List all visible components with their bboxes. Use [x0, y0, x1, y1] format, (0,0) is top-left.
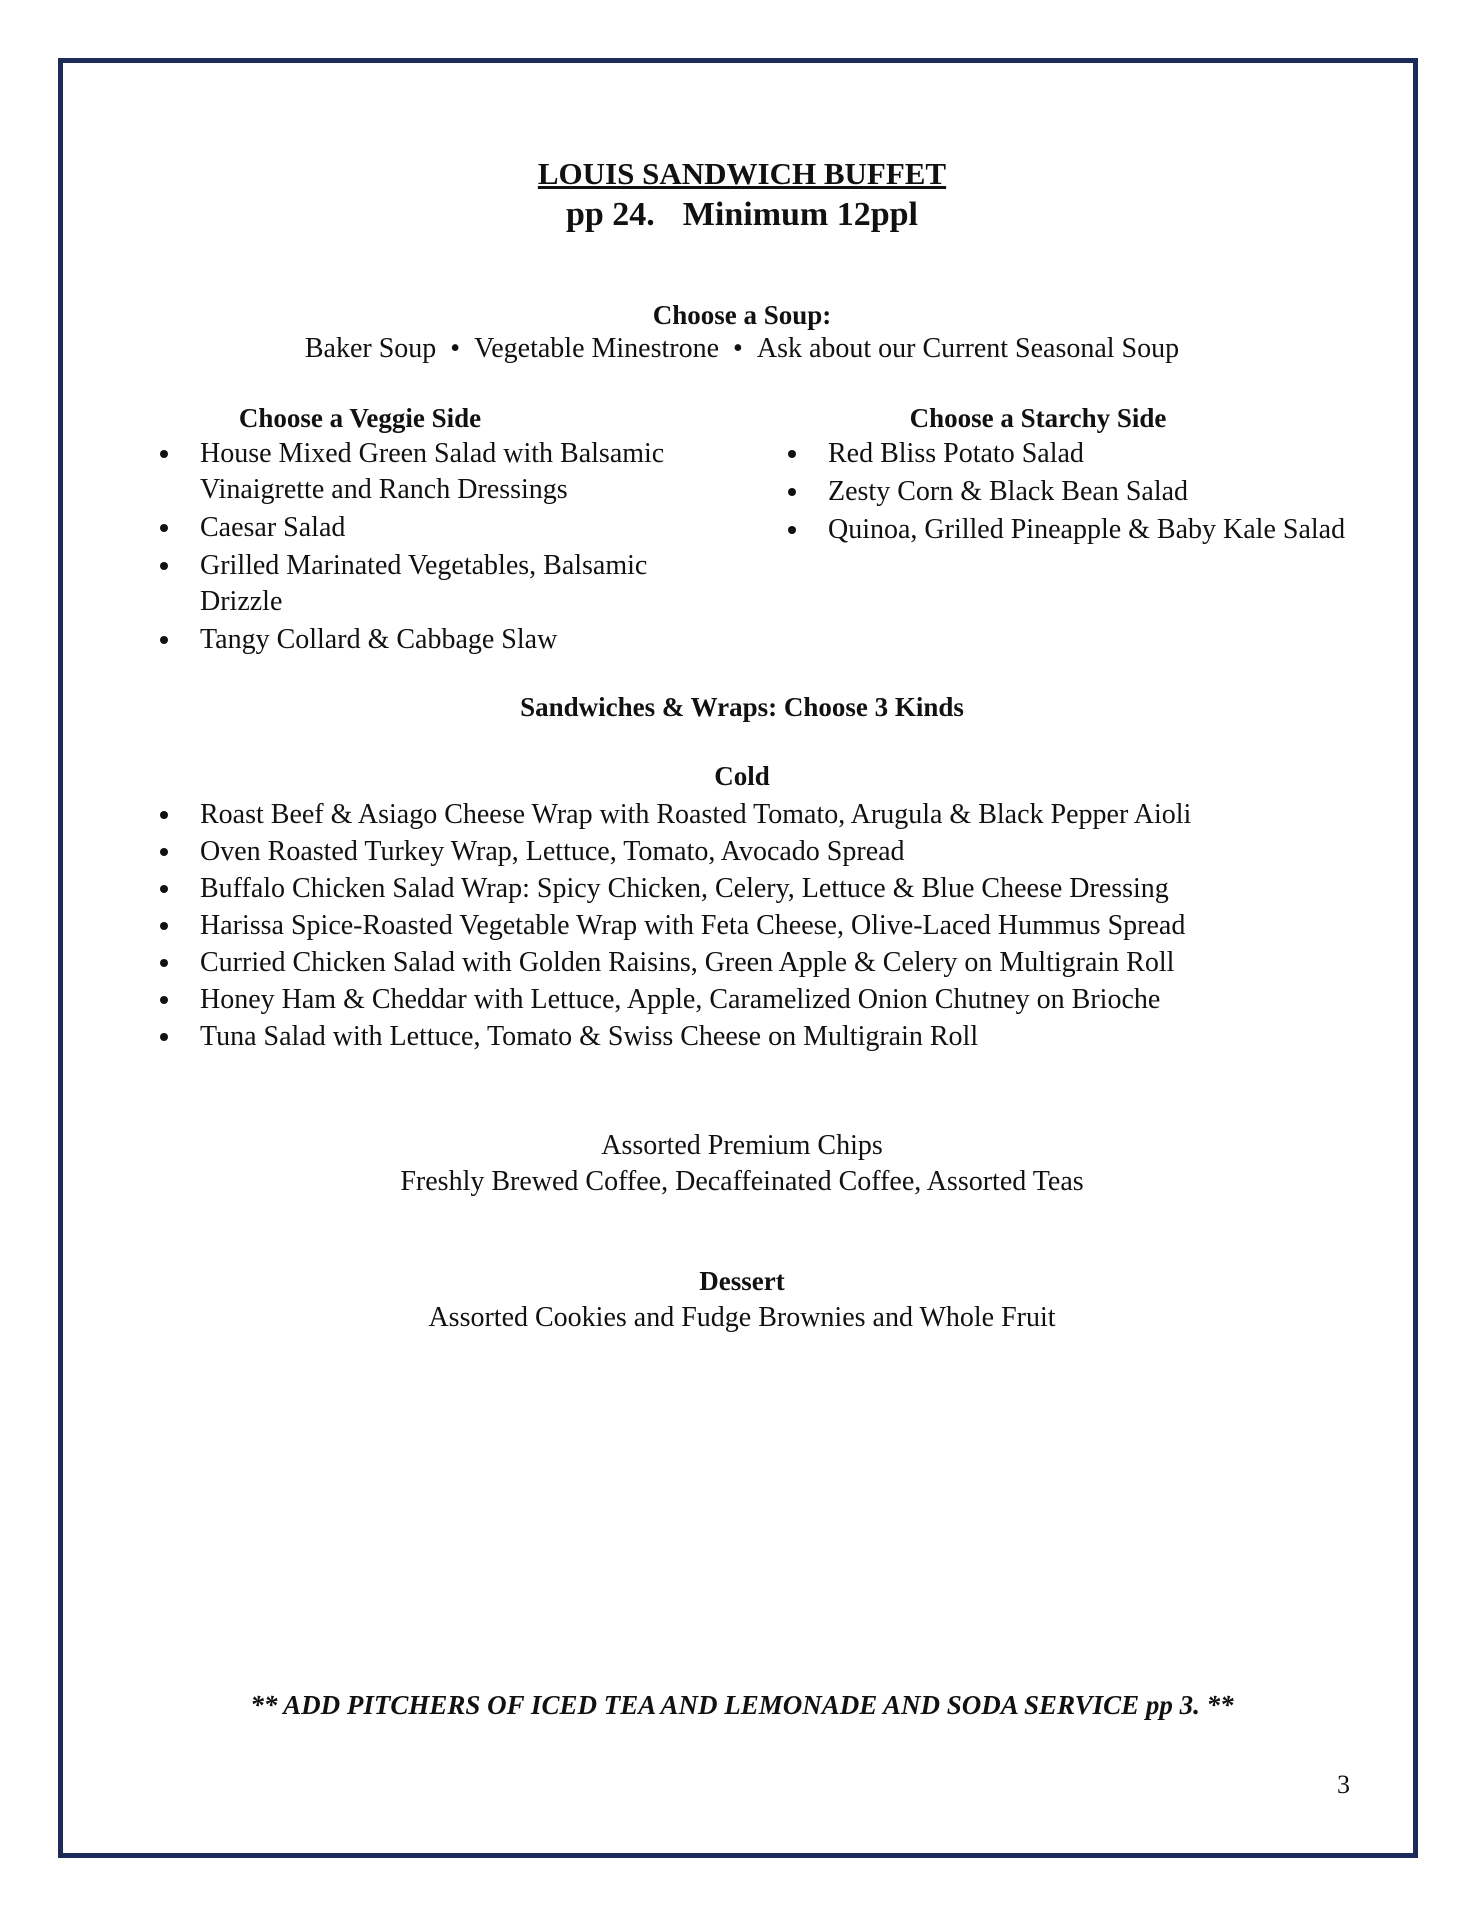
- list-item: Oven Roasted Turkey Wrap, Lettuce, Tomato, Avocado Spread: [160, 834, 1360, 870]
- soup-heading: Choose a Soup:: [652, 300, 832, 330]
- extras-section: [0, 1128, 1484, 1200]
- chips-line: Assorted Premium Chips: [601, 1130, 883, 1161]
- menu-subtitle: [0, 196, 1484, 234]
- list-item: Roast Beef & Asiago Cheese Wrap with Roasted Tomato, Arugula & Black Pepper Aioli: [160, 797, 1360, 833]
- cold-sandwiches-section: [160, 797, 1360, 1056]
- veggie-side-section: [160, 403, 720, 660]
- dessert-heading: Dessert: [699, 1266, 785, 1296]
- minimum-guests: Minimum 12ppl: [682, 196, 919, 233]
- list-item: Curried Chicken Salad with Golden Raisins, Green Apple & Celery on Multigrain Roll: [160, 945, 1360, 981]
- footer-note: ** ADD PITCHERS OF ICED TEA AND LEMONADE AND SODA SERVICE pp 3. **: [250, 1690, 1234, 1720]
- list-item: Zesty Corn & Black Bean Salad: [788, 474, 1408, 510]
- list-item: Tuna Salad with Lettuce, Tomato & Swiss Cheese on Multigrain Roll: [160, 1019, 1360, 1055]
- cold-heading: Cold: [714, 761, 770, 791]
- beverages-line: Freshly Brewed Coffee, Decaffeinated Coffee, Assorted Teas: [400, 1166, 1084, 1197]
- soup-option: Baker Soup: [304, 333, 437, 364]
- list-item: Harissa Spice-Roasted Vegetable Wrap with Feta Cheese, Olive-Laced Hummus Spread: [160, 908, 1360, 944]
- bullet-icon: •: [733, 333, 743, 364]
- price: pp 24.: [565, 196, 655, 233]
- soup-option: Ask about our Current Seasonal Soup: [756, 333, 1180, 364]
- list-item: Grilled Marinated Vegetables, Balsamic Drizzle: [160, 548, 720, 620]
- dessert-text: Assorted Cookies and Fudge Brownies and Whole Fruit: [428, 1302, 1056, 1333]
- list-item: Honey Ham & Cheddar with Lettuce, Apple, Caramelized Onion Chutney on Brioche: [160, 982, 1360, 1018]
- starchy-side-heading: Choose a Starchy Side: [909, 403, 1167, 433]
- list-item: House Mixed Green Salad with Balsamic Vinaigrette and Ranch Dressings: [160, 436, 720, 508]
- list-item: Caesar Salad: [160, 510, 720, 546]
- soup-option: Vegetable Minestrone: [474, 333, 720, 364]
- page-number: 3: [1337, 1770, 1350, 1799]
- menu-title: LOUIS SANDWICH BUFFET: [537, 156, 947, 191]
- list-item: Red Bliss Potato Salad: [788, 436, 1408, 472]
- soup-options: [0, 333, 1484, 365]
- list-item: Buffalo Chicken Salad Wrap: Spicy Chicken, Celery, Lettuce & Blue Cheese Dressing: [160, 871, 1360, 907]
- starchy-side-section: [788, 403, 1408, 550]
- veggie-side-heading: Choose a Veggie Side: [238, 403, 482, 433]
- sandwiches-heading: Sandwiches & Wraps: Choose 3 Kinds: [520, 692, 964, 722]
- list-item: Quinoa, Grilled Pineapple & Baby Kale Salad: [788, 512, 1408, 548]
- list-item: Tangy Collard & Cabbage Slaw: [160, 622, 720, 658]
- bullet-icon: •: [450, 333, 461, 364]
